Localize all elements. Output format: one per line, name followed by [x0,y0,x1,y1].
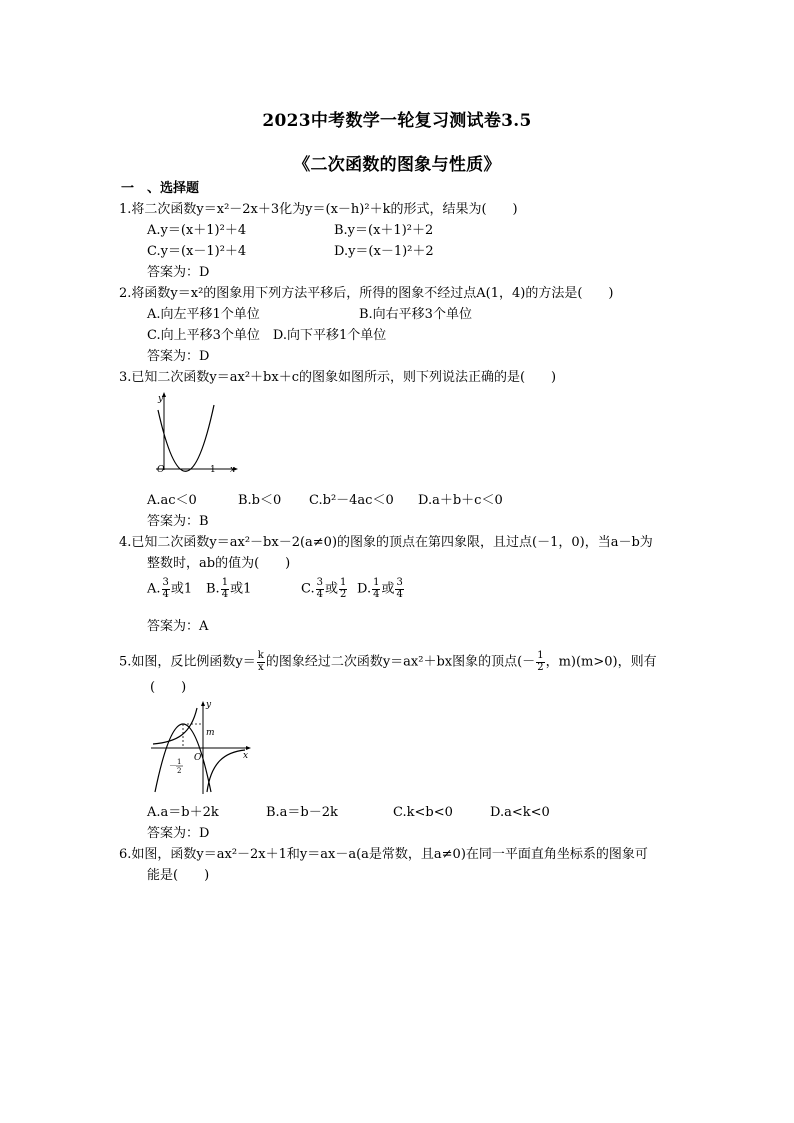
q4-c-num1: 3 [316,577,323,588]
q4-option-c [301,578,348,600]
q1-option-b: B.y＝(x＋1)²＋2 [334,223,434,238]
q4-d-prefix: D. [357,581,372,597]
q4-b-num: 1 [221,577,229,588]
q3-option-d: D.a＋b＋c＜0 [418,493,503,508]
q4-d-den1: 4 [373,588,380,600]
page-title: 2023中考数学一轮复习测试卷3.5 [262,111,532,131]
q6-stem-line2: 能是( ) [147,868,210,883]
q6-stem-line1: 6.如图，函数y＝ax²－2x＋1和y＝ax－a(a是常数，且a≠0)在同一平面直角坐标系的图象可 [119,847,648,862]
q5-half-num: 1 [537,650,544,661]
q1-option-a: A.y＝(x＋1)²＋4 [147,223,247,238]
q5-graph-m-label: m [206,728,215,738]
q4-answer: 答案为：A [147,619,209,634]
q4-stem-line2: 整数时，ab的值为( ) [147,556,291,571]
q4-d-fraction-1 [372,578,380,600]
q3-graph-origin-label: O [157,465,165,475]
q5-stem-b: 的图象经过二次函数y＝ax²＋bx图象的顶点(－ [265,654,536,670]
q2-option-b: B.向右平移3个单位 [359,307,472,322]
q5-option-b: B.a＝b－2k [266,805,338,820]
q4-stem-line1: 4.已知二次函数y＝ax²－bx－2(a≠0)的图象的顶点在第四象限，且过点(－1，0)，当a－b为 [119,535,653,550]
q3-answer: 答案为：B [147,514,209,529]
q3-option-c: C.b²－4ac＜0 [309,493,394,508]
q3-graph-y-label: y [158,394,164,404]
q1-option-d: D.y＝(x－1)²＋2 [334,244,434,259]
q4-c-prefix: C. [301,581,315,597]
q1-stem: 1.将二次函数y＝x²－2x＋3化为y＝(x－h)²＋k的形式，结果为( ) [119,202,518,217]
q5-graph-neg-sign: － [169,761,177,770]
q4-c-fraction-2 [339,578,347,600]
q4-b-suffix: 或1 [230,581,252,597]
q5-answer: 答案为：D [147,826,210,841]
q2-answer: 答案为：D [147,349,210,364]
q2-option-a: A.向左平移1个单位 [147,307,260,322]
q4-d-num1: 1 [373,577,380,588]
q5-stem-a: 5.如图，反比例函数y＝ [119,654,256,670]
q5-hyperbola-graph [145,698,255,798]
q4-d-fraction-2 [395,578,403,600]
q2-stem: 2.将函数y＝x²的图象用下列方法平移后，所得的图象不经过点A(1，4)的方法是( ) [119,286,614,301]
q5-k-over-x [257,651,265,673]
q5-x: x [257,661,264,673]
q3-parabola-graph [144,390,248,482]
q4-a-num: 3 [162,577,169,588]
q5-half-den: 2 [537,661,544,673]
q5-graph-half-num: 1 [177,758,182,766]
q4-c-mid: 或 [325,581,339,597]
q1-option-c: C.y＝(x－1)²＋4 [147,244,247,259]
q4-d-num2: 3 [396,577,403,588]
q4-a-den: 4 [162,588,169,600]
q3-graph-one-label: 1 [210,465,216,475]
q1-answer: 答案为：D [147,265,210,280]
q5-k: k [257,650,264,661]
q5-graph-x-label: x [243,751,249,761]
q3-stem: 3.已知二次函数y＝ax²＋bx＋c的图象如图所示，则下列说法正确的是( ) [119,370,557,385]
q4-option-a [147,578,192,600]
q3-option-a: A.ac＜0 [147,493,197,508]
q5-graph-y-label: y [206,700,212,710]
q4-d-mid: 或 [381,581,395,597]
section-heading: 一 、选择题 [121,181,200,196]
q3-option-b: B.b＜0 [238,493,282,508]
q5-paren: ( ) [150,680,187,695]
page-subtitle: 《二次函数的图象与性质》 [293,155,501,175]
q4-c-fraction-1 [316,578,324,600]
q5-one-half [536,651,544,673]
q4-a-suffix: 或1 [170,581,193,597]
q4-a-prefix: A. [147,581,161,597]
q5-stem-c: ，m)(m>0)，则有 [545,654,657,670]
q2-option-cd: C.向上平移3个单位 D.向下平移1个单位 [147,328,387,343]
q4-b-prefix: B. [206,581,220,597]
q4-option-d [357,578,405,600]
q4-a-fraction [162,578,170,600]
q4-c-den1: 4 [316,588,323,600]
q5-option-c: C.k<b<0 [393,805,453,820]
q3-graph-x-label: x [230,465,236,475]
q5-option-a: A.a＝b＋2k [147,805,219,820]
q5-graph-origin-label: O [194,753,202,763]
q4-b-fraction [221,578,229,600]
q5-graph-half-den: 2 [177,767,182,775]
q5-option-d: D.a<k<0 [490,805,550,820]
q4-b-den: 4 [221,588,229,600]
q4-c-den2: 2 [340,588,347,600]
q5-stem [119,651,657,673]
q4-option-b [206,578,251,600]
q4-c-num2: 1 [340,577,347,588]
q4-d-den2: 4 [396,588,403,600]
